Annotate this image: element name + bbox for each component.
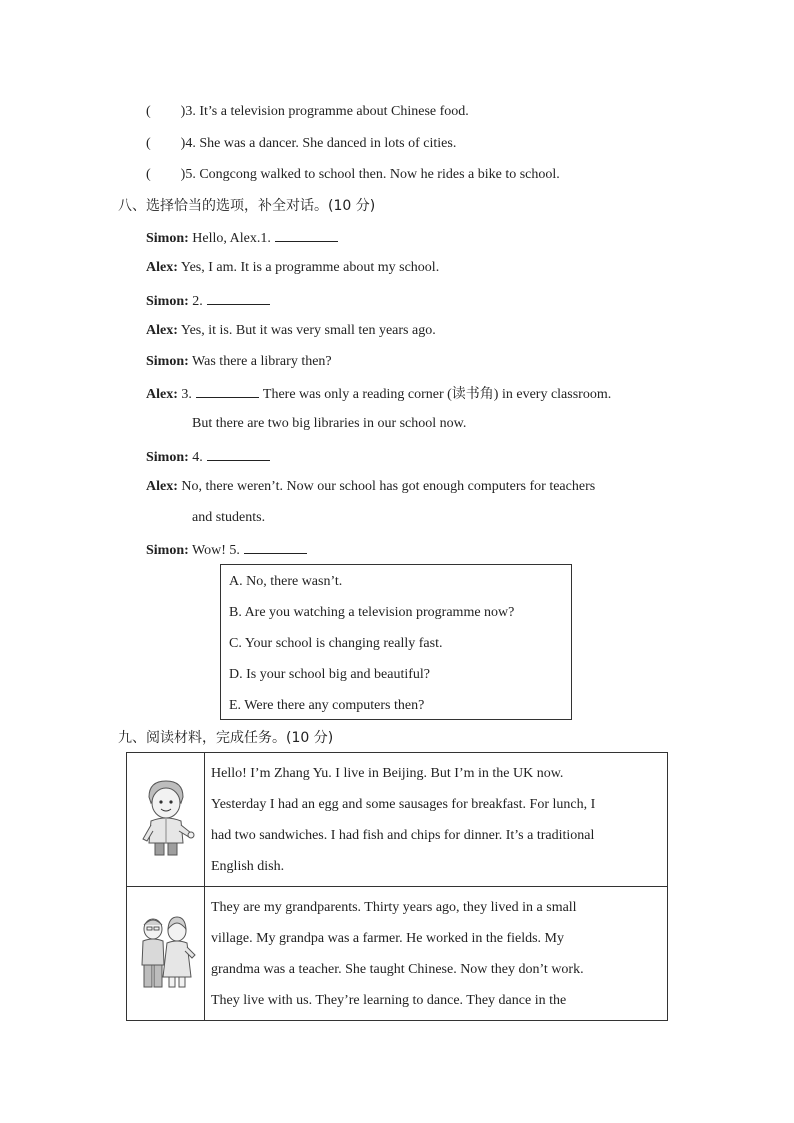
option-c: C. Your school is changing really fast.: [229, 636, 443, 651]
answer-blank-2[interactable]: [207, 290, 270, 305]
answer-blank-1[interactable]: [275, 227, 338, 242]
options-box: [220, 564, 572, 720]
speaker-label: Simon:: [146, 354, 189, 369]
dialog-line-9: Simon: Wow! 5.: [146, 539, 307, 561]
speaker-label: Alex:: [146, 260, 178, 275]
dialog-line-4: Alex: Yes, it is. But it was very small ten years ago.: [146, 323, 436, 338]
boy-avatar-icon: [127, 753, 205, 887]
reading-row: [127, 887, 668, 1021]
judge-item-4: ( )4. She was a dancer. She danced in lots of cities.: [146, 136, 457, 151]
reading-row: [127, 753, 668, 887]
section-9-heading: 九、阅读材料，完成任务。(10 分): [118, 730, 334, 746]
speaker-label: Simon:: [146, 450, 189, 465]
answer-blank-4[interactable]: [207, 446, 270, 461]
dialog-line-6-cont: But there are two big libraries in our school now.: [192, 416, 467, 431]
option-e: E. Were there any computers then?: [229, 698, 425, 713]
speaker-label: Alex:: [146, 387, 178, 402]
speaker-label: Simon:: [146, 543, 189, 558]
speaker-label: Alex:: [146, 479, 178, 494]
speaker-label: Simon:: [146, 231, 189, 246]
dialog-line-3: Simon: 2.: [146, 290, 270, 312]
reading-passage-1: Hello! I’m Zhang Yu. I live in Beijing. But I’m in the UK now. Yesterday I had an egg and some sausages for breakfast. For lunch, I had two sandwiches. I had fish and chips for dinner. It’s a traditional English dish.: [205, 753, 668, 887]
dialog-line-5: Simon: Was there a library then?: [146, 354, 332, 369]
section-8-heading: 八、选择恰当的选项，补全对话。(10 分): [118, 198, 376, 214]
reading-table: [126, 752, 668, 1021]
reading-passage-2: They are my grandparents. Thirty years ago, they lived in a small village. My grandpa was a farmer. He worked in the fields. My grandma was a teacher. She taught Chinese. Now they don’t work. They live with us. They’re learning to dance. They dance in the: [205, 887, 668, 1021]
speaker-label: Alex:: [146, 323, 178, 338]
dialog-line-6: Alex: 3. There was only a reading corner (读书角) in every classroom.: [146, 383, 611, 405]
dialog-line-2: Alex: Yes, I am. It is a programme about my school.: [146, 260, 440, 275]
speaker-label: Simon:: [146, 294, 189, 309]
dialog-line-8-cont: and students.: [192, 510, 266, 525]
grandparents-icon: [127, 887, 205, 1021]
answer-blank-5[interactable]: [244, 539, 307, 554]
option-b: B. Are you watching a television programme now?: [229, 605, 515, 620]
option-a: A. No, there wasn’t.: [229, 574, 343, 589]
dialog-line-1: Simon: Hello, Alex.1.: [146, 227, 338, 249]
dialog-line-8: Alex: No, there weren’t. Now our school has got enough computers for teachers: [146, 479, 596, 494]
judge-item-3: ( )3. It’s a television programme about Chinese food.: [146, 104, 469, 119]
dialog-line-7: Simon: 4.: [146, 446, 270, 468]
option-d: D. Is your school big and beautiful?: [229, 667, 431, 682]
answer-blank-3[interactable]: [196, 383, 259, 398]
judge-item-5: ( )5. Congcong walked to school then. Now he rides a bike to school.: [146, 167, 560, 182]
